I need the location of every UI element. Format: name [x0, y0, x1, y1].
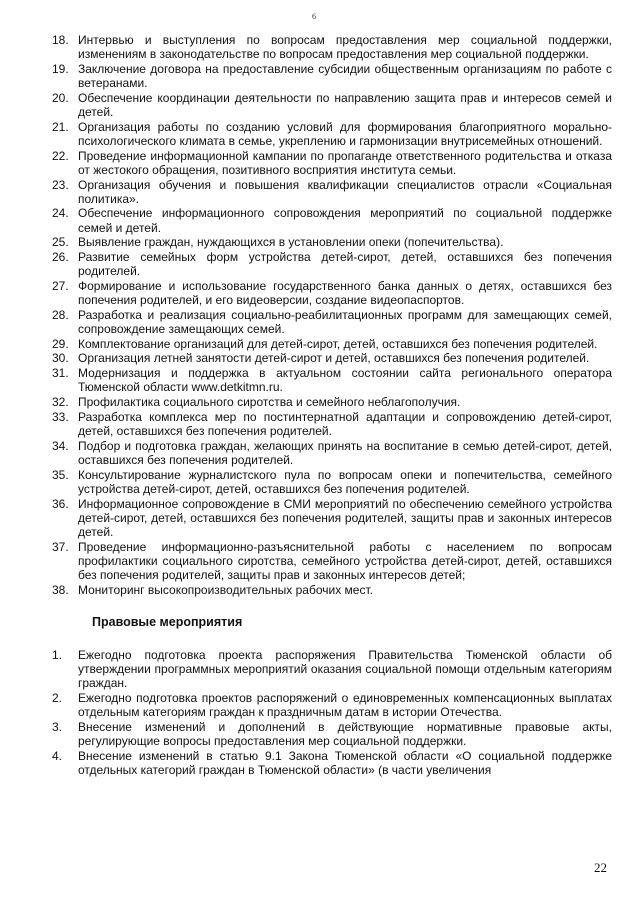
list-item-text: Проведение информационно-разъяснительной работы с населением по вопросам профилактики социального сиротства, семейного устройства детей-сирот, детей, оставшихся без попечения родителей, защиты прав и законных интересов детей; — [78, 539, 612, 583]
list-item-text: Модернизация и поддержка в актуальном состоянии сайта регионального оператора Тюменской области www.detkitmn.ru. — [78, 366, 612, 395]
list-item-text: Ежегодно подготовка проекта распоряжения Правительства Тюменской области об утверждении программных мероприятий оказания социальной помощи отдельным категориям граждан. — [78, 647, 612, 691]
list-item-number: 34. — [52, 438, 69, 453]
top-mark: 6 — [312, 12, 316, 21]
list-item-text: Организация работы по созданию условий для формирования благоприятного морально-психологического климата в семье, укреплению и гармонизации внутрисемейных отношений. — [78, 119, 612, 148]
legal-list-item — [52, 648, 612, 691]
list-item-text: Развитие семейных форм устройства детей-сирот, детей, оставшихся без попечения родителей. — [78, 250, 612, 279]
list-item-number: 33. — [52, 409, 69, 424]
list-item-number: 29. — [52, 336, 69, 351]
list-item — [52, 149, 612, 177]
list-item — [52, 410, 612, 438]
list-item-text: Информационное сопровождение в СМИ мероприятий по обеспечению семейного устройства детей-сирот, детей, оставшихся без попечения родителей, защиты прав и законных интересов детей. — [78, 496, 612, 539]
list-item-number: 4. — [52, 748, 63, 763]
list-item — [52, 468, 612, 496]
list-item-text: Выявление граждан, нуждающихся в установлении опеки (попечительства). — [78, 235, 504, 250]
list-item-text: Профилактика социального сиротства и семейного неблагополучия. — [78, 395, 461, 410]
list-item — [52, 497, 612, 540]
document-page — [52, 33, 612, 778]
list-item — [52, 206, 612, 234]
list-item-number: 26. — [52, 250, 69, 265]
list-item-text: Внесение изменений в статью 9.1 Закона Тюменской области «О социальной поддержке отдельных категорий граждан в Тюменской области» (в части увеличения — [78, 748, 612, 778]
list-item — [52, 583, 612, 597]
list-item — [52, 366, 612, 394]
list-item-number: 24. — [52, 206, 69, 221]
list-item-number: 21. — [52, 119, 69, 134]
list-item-text: Комплектование организаций для детей-сирот, детей, оставшихся без попечения родителей. — [78, 336, 598, 351]
section-title: Правовые мероприятия — [92, 614, 243, 629]
list-item-number: 2. — [52, 691, 63, 706]
list-item-number: 30. — [52, 351, 69, 366]
list-item — [52, 308, 612, 336]
list-item-number: 18. — [52, 33, 69, 47]
list-item-number: 22. — [52, 148, 69, 163]
list-item-text: Консультирование журналистского пула по вопросам опеки и попечительства, семейного устройства детей-сирот, детей, оставшихся без попечения родителей. — [78, 467, 612, 496]
list-item-text: Ежегодно подготовка проектов распоряжений о единовременных компенсационных выплатах отдельным категориям граждан к праздничным датам в истории Отечества. — [78, 691, 612, 720]
legal-list-item — [52, 691, 612, 719]
list-item — [52, 279, 612, 307]
list-item — [52, 395, 612, 409]
list-item-number: 20. — [52, 90, 69, 105]
list-item — [52, 250, 612, 278]
list-item — [52, 62, 612, 90]
list-item — [52, 235, 612, 249]
list-item-number: 35. — [52, 467, 69, 482]
list-item — [52, 91, 612, 119]
list-item-text: Проведение информационной кампании по пропаганде ответственного родительства и отказа от жестокого обращения, позитивного восприятия института семьи. — [78, 148, 612, 177]
list-item-number: 27. — [52, 278, 69, 293]
list-item-number: 19. — [52, 61, 69, 76]
list-item-number: 23. — [52, 177, 69, 192]
list-item — [52, 33, 612, 61]
list-item — [52, 351, 612, 365]
legal-list-item — [52, 749, 612, 777]
page-number: 22 — [594, 860, 607, 875]
list-item — [52, 178, 612, 206]
list-item-text: Разработка и реализация социально-реабилитационных программ для замещающих семей, сопровождение замещающих семей. — [78, 307, 612, 337]
list-item — [52, 540, 612, 583]
list-item-number: 31. — [52, 366, 69, 381]
list-item-number: 38. — [52, 582, 69, 597]
list-item-text: Мониторинг высокопроизводительных рабочих мест. — [78, 582, 373, 597]
list-item-number: 28. — [52, 307, 69, 322]
list-item-text: Внесение изменений и дополнений в действующие нормативные правовые акты, регулирующие вопросы предоставления мер социальной поддержки. — [78, 719, 612, 749]
list-item-number: 32. — [52, 395, 69, 410]
list-item-number: 1. — [52, 647, 63, 662]
list-item — [52, 337, 612, 351]
list-item-text: Формирование и использование государственного банка данных о детях, оставшихся без попечения родителей, и его видеоверсии, создание видеопаспортов. — [78, 278, 612, 308]
list-item-text: Обеспечение информационного сопровождения мероприятий по социальной поддержке семей и детей. — [78, 206, 612, 235]
list-item — [52, 439, 612, 467]
list-item-number: 25. — [52, 235, 69, 250]
list-item-text: Обеспечение координации деятельности по направлению защита прав и интересов семей и детей. — [78, 90, 612, 120]
legal-list-item — [52, 720, 612, 748]
list-item-text: Заключение договора на предоставление субсидии общественным организациям по работе с ветеранами. — [78, 61, 612, 91]
list-item-text: Интервью и выступления по вопросам предоставления мер социальной поддержки, изменениям в законодательстве по вопросам предоставления мер социальной поддержки. — [78, 33, 612, 62]
list-item-text: Подбор и подготовка граждан, желающих принять на воспитание в семью детей-сирот, детей, оставшихся без попечения родителей. — [78, 438, 612, 467]
measures-list — [52, 33, 612, 597]
list-item-text: Организация летней занятости детей-сирот и детей, оставшихся без попечения родителей. — [78, 351, 590, 366]
list-item — [52, 120, 612, 148]
list-item-text: Организация обучения и повышения квалификации специалистов отрасли «Социальная политика». — [78, 177, 612, 206]
list-item-number: 3. — [52, 719, 63, 734]
list-item-number: 37. — [52, 539, 69, 554]
legal-measures-list — [52, 648, 612, 777]
list-item-number: 36. — [52, 496, 69, 511]
list-item-text: Разработка комплекса мер по постинтернатной адаптации и сопровождению детей-сирот, детей, оставшихся без попечения родителей. — [78, 409, 612, 438]
